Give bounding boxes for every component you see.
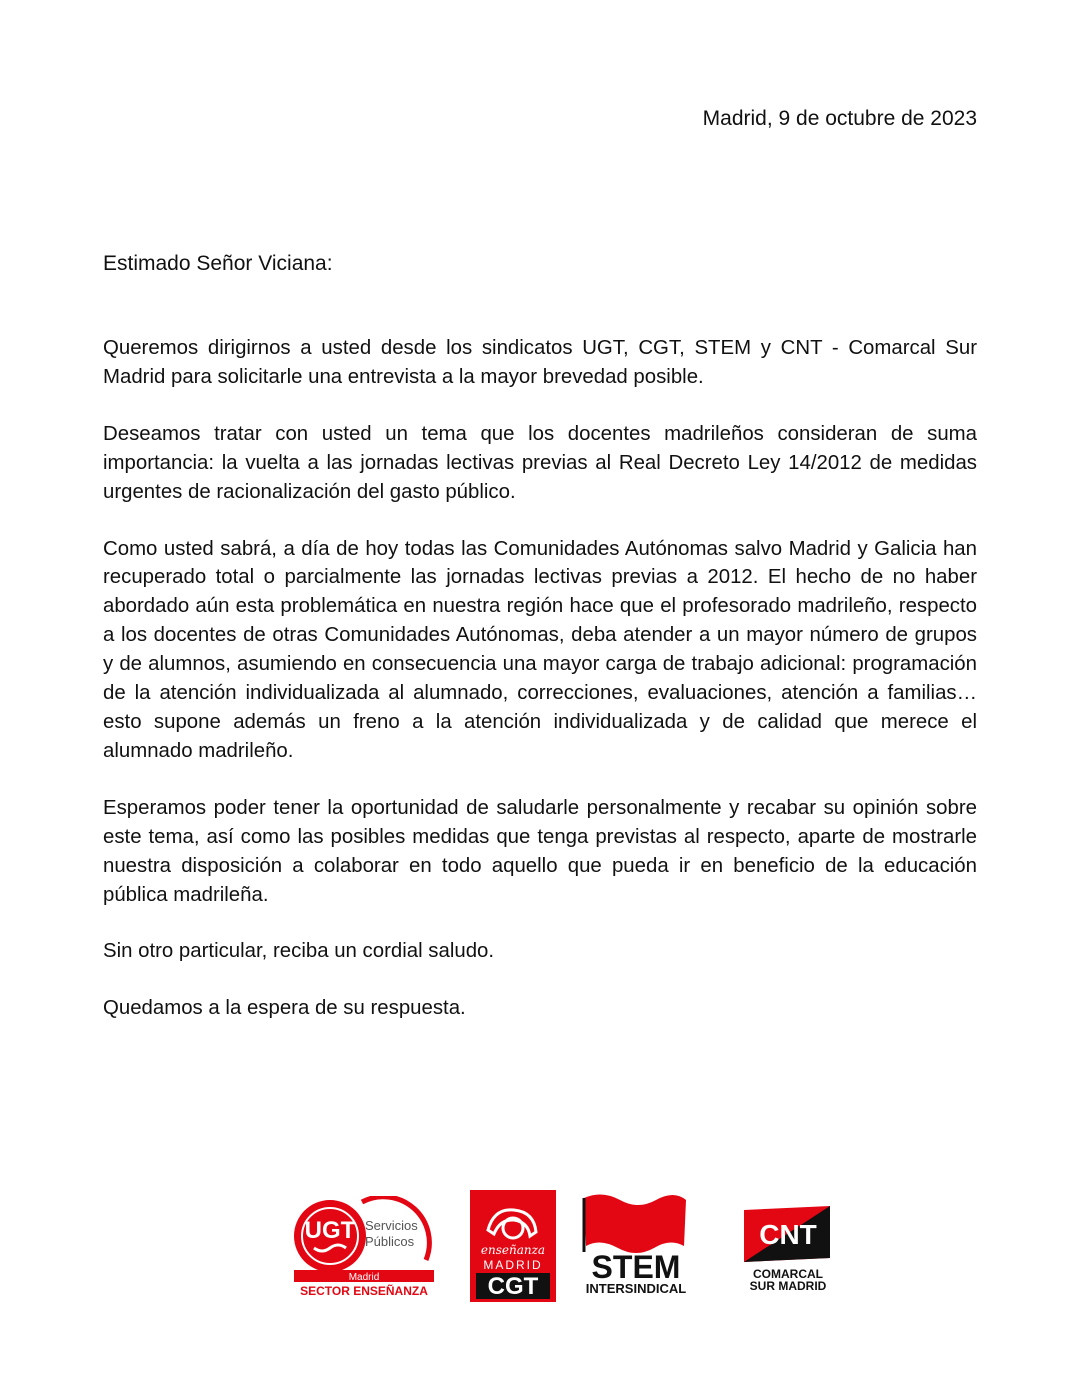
ugt-logo [292, 1196, 442, 1296]
cnt-line1: COMARCAL [753, 1267, 823, 1281]
cnt-name: CNT [759, 1219, 817, 1250]
stem-name: STEM [591, 1249, 681, 1285]
stem-logo [580, 1192, 692, 1296]
letter-date: Madrid, 9 de octubre de 2023 [702, 107, 977, 130]
ugt-sector: SECTOR ENSEÑANZA [300, 1284, 428, 1296]
ugt-city: Madrid [348, 1272, 380, 1283]
letter-greeting: Estimado Señor Viciana: [103, 252, 333, 275]
paragraph-closing: Sin otro particular, reciba un cordial saludo. [103, 940, 495, 963]
paragraph-waiting: Quedamos a la espera de su respuesta. [103, 997, 466, 1020]
paragraph-topic: Deseamos tratar con usted un tema que los docentes madrileños consideran de suma importancia: la vuelta a las jornadas lectivas previas al Real Decreto Ley 14/2012 de medidas urgentes de racionalización del gasto público. [103, 422, 977, 503]
paragraph-hope: Esperamos poder tener la oportunidad de saludarle personalmente y recabar su opinión sobre este tema, así como las posibles medidas que tenga previstas al respecto, aparte de mostrarle nuestra disposición a colaborar en todo aquello que pueda ir en beneficio de la educación pública madrileña. [103, 796, 977, 906]
ugt-line1: Servicios [365, 1218, 418, 1233]
stem-sub: INTERSINDICAL [585, 1281, 687, 1296]
union-logos [0, 1188, 1080, 1308]
cnt-line2: SUR MADRID [749, 1279, 827, 1292]
cgt-city: MADRID [483, 1258, 543, 1272]
ugt-line2: Públicos [365, 1234, 415, 1249]
letter-body [103, 334, 977, 1051]
cnt-logo [740, 1204, 840, 1292]
flag-icon [584, 1194, 686, 1253]
paragraph-context: Como usted sabrá, a día de hoy todas las Comunidades Autónomas salvo Madrid y Galicia han recuperado total o parcialmente las jornadas lectivas previas a 2012. El hecho de no haber abordado aún esta problemática en nuestra región hace que el profesorado madrileño, respecto a los docentes de otras Comunidades Autónomas, deba atender a un mayor número de grupos y de alumnos, asumiendo en consecuencia una mayor carga de trabajo adicional: programación de la atención individualizada al alumnado, correcciones, evaluaciones, atención a familias… esto supone además un freno a la atención individualizada y de calidad que merece el alumnado madrileño. [103, 537, 977, 762]
ugt-name: UGT [304, 1217, 356, 1244]
paragraph-request: Queremos dirigirnos a usted desde los sindicatos UGT, CGT, STEM y CNT - Comarcal Sur Madrid para solicitarle una entrevista a la mayor brevedad posible. [103, 337, 977, 388]
cgt-top: enseñanza [480, 1243, 546, 1257]
cgt-logo [470, 1190, 556, 1302]
cgt-name: CGT [487, 1273, 539, 1300]
